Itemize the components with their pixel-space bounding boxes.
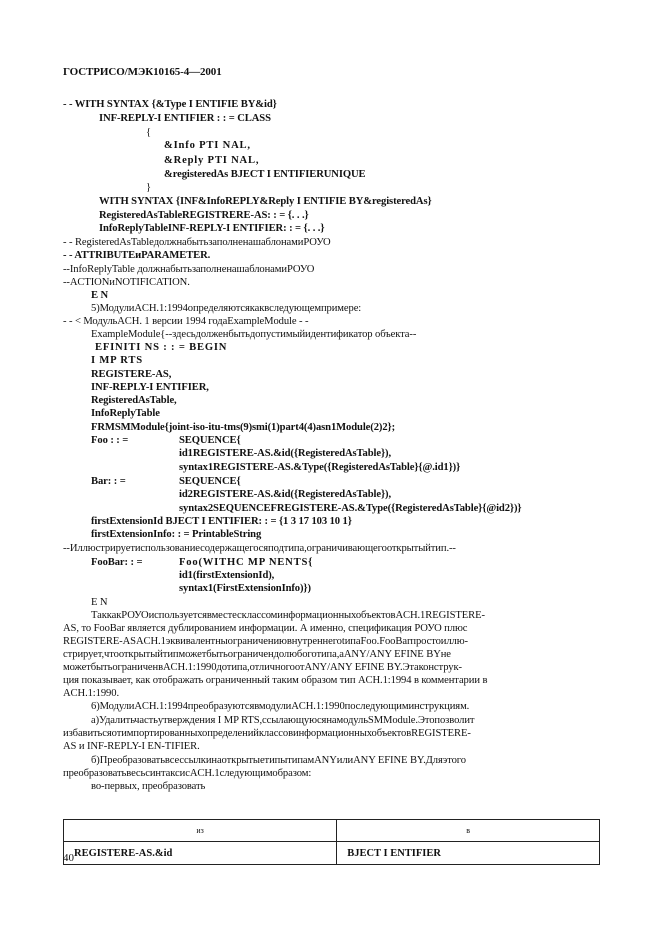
- text-line: syntax1(FirstExtensionInfo)}): [179, 583, 311, 594]
- text-line: id1(firstExtensionId),: [179, 570, 275, 581]
- text-line: во-первых, преобразовать: [91, 781, 206, 792]
- table-cell: REGISTERE-AS.&id: [64, 842, 337, 865]
- text-line: REGISTERE-AS,: [91, 369, 172, 380]
- text-line: I MP RTS: [91, 355, 143, 366]
- text-line: REGISTERE-ASACH.1эквивалентныограничениювнутреннегоtипаFoo.FooBarпростоиллю-: [63, 636, 468, 647]
- text-line: FooBar: : =: [91, 557, 143, 568]
- text-line: InfoReplyTable: [91, 408, 160, 419]
- text-line: стрирует,чтооткрытыйтипможетбытьограничендолюбоготипа,аANY/ANY EFINE BYне: [63, 649, 451, 660]
- text-line: AS и INF-REPLY-I EN-TIFIER.: [63, 741, 200, 752]
- text-line: SEQUENCE{: [179, 476, 241, 487]
- text-line: EFINITI NS : : = BEGIN: [95, 342, 228, 353]
- text-line: ция показывает, как отображать ограниченный таким образом тип ACH.1:1994 в комментарии в: [63, 675, 488, 686]
- text-line: {: [146, 127, 151, 138]
- text-line: Foo : : =: [91, 435, 129, 446]
- text-line: }: [146, 182, 151, 193]
- text-line: syntax2SEQUENCEFREGISTERE-AS.&Type({RegisteredAsTable}{@id2})}: [179, 503, 522, 514]
- text-line: избавитьсяотимпортированныхопределенийклассовинформационныхобъектовREGISTERE-: [63, 728, 471, 739]
- text-line: &Info PTI NAL,: [164, 140, 251, 151]
- table-row: [64, 842, 600, 865]
- text-line: id2REGISTERE-AS.&id({RegisteredAsTable}),: [179, 489, 392, 500]
- text-line: а)Удалитьчастьутверждения I MP RTS,ссылающуюсянамодульSMModule.Этопозволит: [91, 715, 475, 726]
- text-line: преобразоватьвесьсинтаксисACH.1следующимобразом:: [63, 768, 312, 779]
- text-line: 5)МодулиACH.1:1994определяютсякаквследующемпримере:: [91, 303, 362, 314]
- text-line: ExampleModule{--здесьдолженбытьдопустимыйидентификатор объекта--: [91, 329, 417, 340]
- text-line: INF-REPLY-I ENTIFIER,: [91, 382, 209, 393]
- text-line: WITH SYNTAX {INF&InfoREPLY&Reply I ENTIFIE BY&registeredAs}: [99, 196, 432, 207]
- text-line: AS, то FooBar является дублированием информации. А именно, спецификация РОУО плюс: [63, 623, 468, 634]
- text-line: - - < МодульACH. 1 версии 1994 годаExampleModule - -: [63, 316, 309, 327]
- text-line: ACH.1:1990.: [63, 688, 119, 699]
- text-line: FRMSMModule{joint-iso-itu-tms(9)smi(1)part4(4)asn1Module(2)2};: [91, 422, 396, 433]
- text-line: --Иллюстрируетиспользованиесодержащегосяподтипа,ограничивающегооткрытыйтип.--: [63, 543, 456, 554]
- text-line: --ACTIONиNOTIFICATION.: [63, 277, 190, 288]
- table-header-row: [64, 820, 600, 842]
- conversion-table: [63, 819, 600, 865]
- text-line: --InfoReplyTable должнабытьзаполненашаблонамиРОУО: [63, 264, 315, 275]
- text-line: SEQUENCE{: [179, 435, 241, 446]
- table-cell: BJECT I ENTIFIER: [337, 842, 600, 865]
- text-line: - - RegisteredAsTableдолжнабытьзаполненашаблонамиРОУО: [63, 237, 331, 248]
- text-line: - - ATTRIBUTEиPARAMETER.: [63, 250, 211, 261]
- text-line: InfoReplyTableINF-REPLY-I ENTIFIER: : = {. . .}: [99, 223, 325, 234]
- text-line: INF-REPLY-I ENTIFIER : : = CLASS: [99, 113, 271, 124]
- text-line: syntax1REGISTERE-AS.&Type({RegisteredAsTable}{@.id1})}: [179, 462, 461, 473]
- text-line: RegisteredAsTable,: [91, 395, 177, 406]
- page-number: 40: [63, 852, 74, 864]
- text-line: б)ПреобразоватьвсессылкинаоткрытыетипытипамANYилиANY EFINE BY.Дляэтого: [91, 755, 466, 766]
- text-line: firstExtensionInfo: : = PrintableString: [91, 529, 262, 540]
- table-header-cell: в: [337, 820, 600, 842]
- text-line: можетбытьограниченвACH.1:1990дотипа,отличногоотANY/ANY EFINE BY.Этаконструк-: [63, 662, 462, 673]
- text-line: &registeredAs BJECT I ENTIFIERUNIQUE: [164, 169, 366, 180]
- text-line: E N: [91, 597, 108, 608]
- running-header: ГОСТРИСО/МЭК10165-4—2001: [63, 66, 222, 78]
- text-line: Bar: : =: [91, 476, 126, 487]
- table-header-cell: из: [64, 820, 337, 842]
- text-line: Foo(WITHC MP NENTS{: [179, 557, 314, 568]
- text-line: ТаккакРОУОиспользуетсявместесклассоминформационныхобъектовACH.1REGISTERE-: [91, 610, 485, 621]
- text-line: - - WITH SYNTAX {&Type I ENTIFIE BY&id}: [63, 99, 277, 110]
- text-line: &Reply PTI NAL,: [164, 155, 260, 166]
- text-line: 6)МодулиACH.1:1994преобразуютсявмодулиACH.1:1990последующиминструкциям.: [91, 701, 470, 712]
- text-line: firstExtensionId BJECT I ENTIFIER: : = {1 3 17 103 10 1}: [91, 516, 352, 527]
- text-line: E N: [91, 290, 109, 301]
- text-line: id1REGISTERE-AS.&id({RegisteredAsTable}),: [179, 448, 392, 459]
- text-line: RegisteredAsTableREGISTRERE-AS: : = {. . .}: [99, 210, 309, 221]
